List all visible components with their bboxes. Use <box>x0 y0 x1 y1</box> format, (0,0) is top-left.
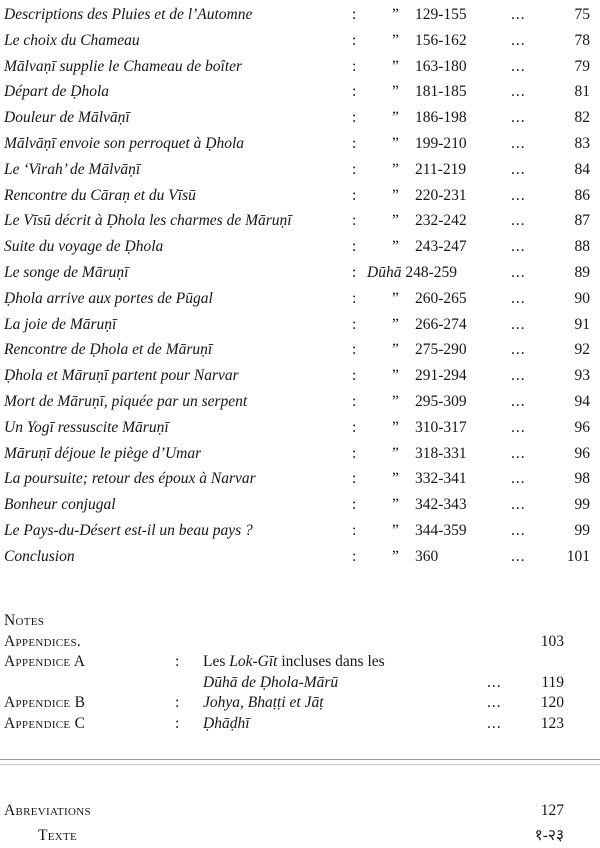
toc-entry-range: 318-331 <box>415 444 467 462</box>
toc-entry-leader: ... <box>511 134 526 152</box>
appendix-a-title-line1 <box>203 652 385 673</box>
toc-entry-page: 99 <box>574 521 590 539</box>
toc-entry-colon: : <box>352 212 357 230</box>
toc-entry-page: 87 <box>574 212 590 230</box>
notes-heading: Notes <box>4 612 45 629</box>
toc-entry-leader: ... <box>511 521 526 539</box>
toc-entry-range: 332-341 <box>415 470 467 488</box>
toc-entry-range: 163-180 <box>415 57 467 75</box>
toc-entry-colon: : <box>352 263 357 281</box>
toc-row <box>0 389 600 415</box>
toc-entry-range: 211-219 <box>415 160 467 178</box>
toc-entry-ditto: ” <box>392 470 399 488</box>
toc-entry-title: Le songe de Māruṇī <box>4 263 129 281</box>
abbreviations-label: Abreviations <box>4 802 91 819</box>
toc-row <box>0 2 600 28</box>
toc-row <box>0 208 600 234</box>
toc-entry-page: 79 <box>574 57 590 75</box>
toc-entry-page: 92 <box>574 341 590 359</box>
toc-entry-ditto: ” <box>392 31 399 49</box>
toc-entry-range: 344-359 <box>415 521 467 539</box>
toc-entry-colon: : <box>352 496 357 514</box>
toc-entry-title: Mālvāṇī envoie son perroquet à Ḍhola <box>4 134 245 152</box>
texte-page: १-२३ <box>534 827 564 844</box>
toc-entry-leader: ... <box>511 289 526 307</box>
toc-entry-title: Mort de Māruṇī, piquée par un serpent <box>4 392 248 410</box>
toc-entry-range: 310-317 <box>415 418 467 436</box>
toc-entry-colon: : <box>352 289 357 307</box>
toc-row <box>0 286 600 312</box>
toc-row <box>0 79 600 105</box>
appendix-a-colon: : <box>175 653 180 671</box>
toc-entry-ditto: ” <box>392 444 399 462</box>
toc-entry-title: Ḍhola arrive aux portes de Pūgal <box>4 289 213 307</box>
toc-entry-page: 94 <box>574 392 590 410</box>
toc-entry-title: Le ‘Virah’ de Mālvāṇī <box>4 160 141 178</box>
toc-entry-leader: ... <box>511 367 526 385</box>
toc-entry-range: 291-294 <box>415 367 467 385</box>
toc-entry-leader: ... <box>511 6 526 23</box>
toc-entry-title: Mālvaṇī supplie le Chameau de boîter <box>4 57 243 75</box>
toc-row <box>0 260 600 286</box>
appendices-page: 103 <box>540 632 564 650</box>
toc-row <box>0 312 600 338</box>
toc-entry-colon: : <box>352 547 357 565</box>
toc-entry-ditto: ” <box>392 212 399 230</box>
toc-row <box>0 131 600 157</box>
appendix-c-page: 123 <box>540 714 564 732</box>
toc-entry-ditto: ” <box>392 134 399 152</box>
toc-entry-title: Suite du voyage de Ḍhola <box>4 238 164 256</box>
appendix-a-title-pre: Les <box>203 653 230 671</box>
toc-entry-page: 98 <box>574 470 590 488</box>
toc-entry-range-value: 248-259 <box>405 263 457 281</box>
toc-entry-range: 156-162 <box>415 31 467 49</box>
toc-entry-title: Māruṇī déjoue le piège d’Umar <box>4 444 202 462</box>
toc-entry-page: 93 <box>574 367 590 385</box>
toc-entry-ditto: ” <box>392 496 399 514</box>
toc-entry-page: 81 <box>574 83 590 101</box>
toc-entry-title: Rencontre de Ḍhola et de Māruṇī <box>4 341 213 359</box>
toc-entry-page: 99 <box>574 496 590 514</box>
texte-row <box>0 823 600 848</box>
appendix-a-title-line2: Dūhā de Ḍhola-Mārū <box>203 673 339 691</box>
appendix-c-dots: ... <box>487 714 502 732</box>
toc-entry-ditto: ” <box>392 418 399 436</box>
toc-entry-title: Le choix du Chameau <box>4 31 140 49</box>
appendix-c-colon: : <box>175 714 180 732</box>
toc-entry-leader: ... <box>511 212 526 230</box>
toc-entry-keyword: Dūhā <box>367 263 402 281</box>
toc-entry-leader: ... <box>511 547 526 565</box>
appendix-b-dots: ... <box>487 694 502 712</box>
appendix-b-title: Johya, Bhaṭṭi et Jāṭ <box>203 694 324 712</box>
toc-entry-range: 181-185 <box>415 83 467 101</box>
toc-entry-page: 83 <box>574 134 590 152</box>
toc-entry-ditto: ” <box>392 160 399 178</box>
toc-entry-leader: ... <box>511 496 526 514</box>
toc-entry-range: 342-343 <box>415 496 467 514</box>
toc-entry-range: 129-155 <box>415 6 467 23</box>
toc-entry-colon: : <box>352 109 357 127</box>
toc-entry-colon: : <box>352 6 357 23</box>
toc-entry-title: Le Vīsū décrit à Ḍhola les charmes de Māruṇī <box>4 212 292 230</box>
toc-entry-colon: : <box>352 418 357 436</box>
toc-row <box>0 105 600 131</box>
toc-entry-colon: : <box>352 186 357 204</box>
toc-row <box>0 337 600 363</box>
toc-row <box>0 466 600 492</box>
toc-entry-leader: ... <box>511 57 526 75</box>
toc-row <box>0 415 600 441</box>
toc-row <box>0 544 600 570</box>
toc-entry-range: 360 <box>415 547 439 565</box>
toc-entry-leader: ... <box>511 109 526 127</box>
toc-entry-page: 78 <box>574 31 590 49</box>
toc-entry-page: 91 <box>574 315 590 333</box>
appendix-c-label: Appendice C <box>4 714 86 732</box>
toc-entry-ditto: ” <box>392 57 399 75</box>
appendix-b-label: Appendice B <box>4 694 86 712</box>
toc-entry-page: 86 <box>574 186 590 204</box>
appendix-a-title-em: Lok-Gīt <box>229 653 278 671</box>
toc-entry-leader: ... <box>511 263 526 281</box>
toc-row <box>0 492 600 518</box>
toc-entry-page: 96 <box>574 444 590 462</box>
toc-entry-colon: : <box>352 392 357 410</box>
toc-entry-leader: ... <box>511 341 526 359</box>
toc-entry-page: 82 <box>574 109 590 127</box>
toc-entry-colon: : <box>352 83 357 101</box>
appendix-c-row <box>0 714 600 735</box>
toc-entry-leader: ... <box>511 470 526 488</box>
back-matter-section <box>0 798 600 848</box>
notes-heading-row <box>0 611 600 632</box>
toc-entry-leader: ... <box>511 83 526 101</box>
toc-entry-title: Douleur de Mālvāṇī <box>4 109 130 127</box>
toc-entry-ditto: ” <box>392 367 399 385</box>
toc-entry-colon: : <box>352 341 357 359</box>
toc-entry-range: 295-309 <box>415 392 467 410</box>
toc-entry-leader: ... <box>511 186 526 204</box>
divider-rule <box>0 759 600 760</box>
toc-entry-title: Conclusion <box>4 547 75 565</box>
abbreviations-page: 127 <box>540 802 564 819</box>
toc-entry-ditto: ” <box>392 186 399 204</box>
toc-entry-ditto: ” <box>392 521 399 539</box>
toc-entry-colon: : <box>352 160 357 178</box>
toc-row <box>0 518 600 544</box>
appendix-a-page: 119 <box>541 673 564 691</box>
toc-entry-page: 75 <box>574 6 590 23</box>
toc-entry-title: La poursuite; retour des époux à Narvar <box>4 470 256 488</box>
toc-entry-range: 199-210 <box>415 134 467 152</box>
toc-entry-leader: ... <box>511 315 526 333</box>
toc-entry-ditto: ” <box>392 341 399 359</box>
toc-entry-page: 89 <box>574 263 590 281</box>
notes-section <box>0 611 600 735</box>
toc-entry-range: 260-265 <box>415 289 467 307</box>
toc-entry-page: 96 <box>574 418 590 436</box>
toc-entry-range: 186-198 <box>415 109 467 127</box>
toc-row <box>0 363 600 389</box>
table-of-contents <box>0 2 600 570</box>
abbreviations-row <box>0 798 600 823</box>
toc-entry-range: 243-247 <box>415 238 467 256</box>
toc-entry-colon: : <box>352 134 357 152</box>
toc-entry-colon: : <box>352 470 357 488</box>
toc-entry-leader: ... <box>511 238 526 256</box>
toc-entry-leader: ... <box>511 418 526 436</box>
toc-entry-range: 232-242 <box>415 212 467 230</box>
toc-row <box>0 54 600 80</box>
toc-entry-colon: : <box>352 31 357 49</box>
toc-entry-ditto: ” <box>392 238 399 256</box>
appendices-label: Appendices. <box>4 632 82 650</box>
toc-row <box>0 28 600 54</box>
toc-entry-range: 275-290 <box>415 341 467 359</box>
toc-entry-colon: : <box>352 444 357 462</box>
toc-entry-title: Le Pays-du-Désert est-il un beau pays ? <box>4 521 253 539</box>
divider-rule-faint <box>0 764 600 765</box>
toc-entry-title: Un Yogī ressuscite Māruṇī <box>4 418 169 436</box>
toc-entry-title: Ḍhola et Māruṇī partent pour Narvar <box>4 367 239 385</box>
appendix-b-page: 120 <box>540 694 564 712</box>
appendix-a-label: Appendice A <box>4 653 86 671</box>
toc-row <box>0 441 600 467</box>
toc-entry-ditto: ” <box>392 109 399 127</box>
toc-row <box>0 157 600 183</box>
toc-entry-ditto: ” <box>392 6 399 23</box>
toc-entry-leader: ... <box>511 160 526 178</box>
toc-entry-page: 90 <box>574 289 590 307</box>
toc-entry-title: Bonheur conjugal <box>4 496 116 514</box>
toc-entry-page: 84 <box>574 160 590 178</box>
toc-entry-title: La joie de Māruṇī <box>4 315 117 333</box>
toc-entry-colon: : <box>352 57 357 75</box>
toc-entry-ditto: ” <box>392 547 399 565</box>
appendix-a-title-post: incluses dans les <box>277 653 385 671</box>
toc-entry-title: Descriptions des Pluies et de l’Automne <box>4 6 253 23</box>
toc-row <box>0 234 600 260</box>
toc-entry-leader: ... <box>511 444 526 462</box>
toc-row <box>0 183 600 209</box>
toc-entry-leader: ... <box>511 392 526 410</box>
toc-entry-leader: ... <box>511 31 526 49</box>
toc-entry-colon: : <box>352 315 357 333</box>
toc-entry-colon: : <box>352 238 357 256</box>
toc-entry-ditto: ” <box>392 315 399 333</box>
appendix-b-colon: : <box>175 694 180 712</box>
toc-entry-ditto: ” <box>392 392 399 410</box>
appendix-b-row <box>0 693 600 714</box>
toc-entry-colon: : <box>352 521 357 539</box>
toc-entry-ditto: ” <box>392 83 399 101</box>
texte-label: Texte <box>38 827 78 844</box>
toc-entry-range: 266-274 <box>415 315 467 333</box>
appendix-a-dots: ... <box>487 673 502 691</box>
appendices-row <box>0 632 600 653</box>
toc-entry-range <box>367 260 457 286</box>
toc-entry-colon: : <box>352 367 357 385</box>
toc-entry-range: 220-231 <box>415 186 467 204</box>
toc-entry-page: 101 <box>566 547 590 565</box>
appendix-a-row <box>0 652 600 673</box>
appendix-c-title: Ḍhāḍhī <box>203 714 250 732</box>
toc-entry-ditto: ” <box>392 289 399 307</box>
appendix-a-row-2 <box>0 673 600 694</box>
toc-entry-page: 88 <box>574 238 590 256</box>
toc-entry-title: Rencontre du Cāraṇ et du Vīsū <box>4 186 196 204</box>
toc-entry-title: Départ de Ḍhola <box>4 83 110 101</box>
